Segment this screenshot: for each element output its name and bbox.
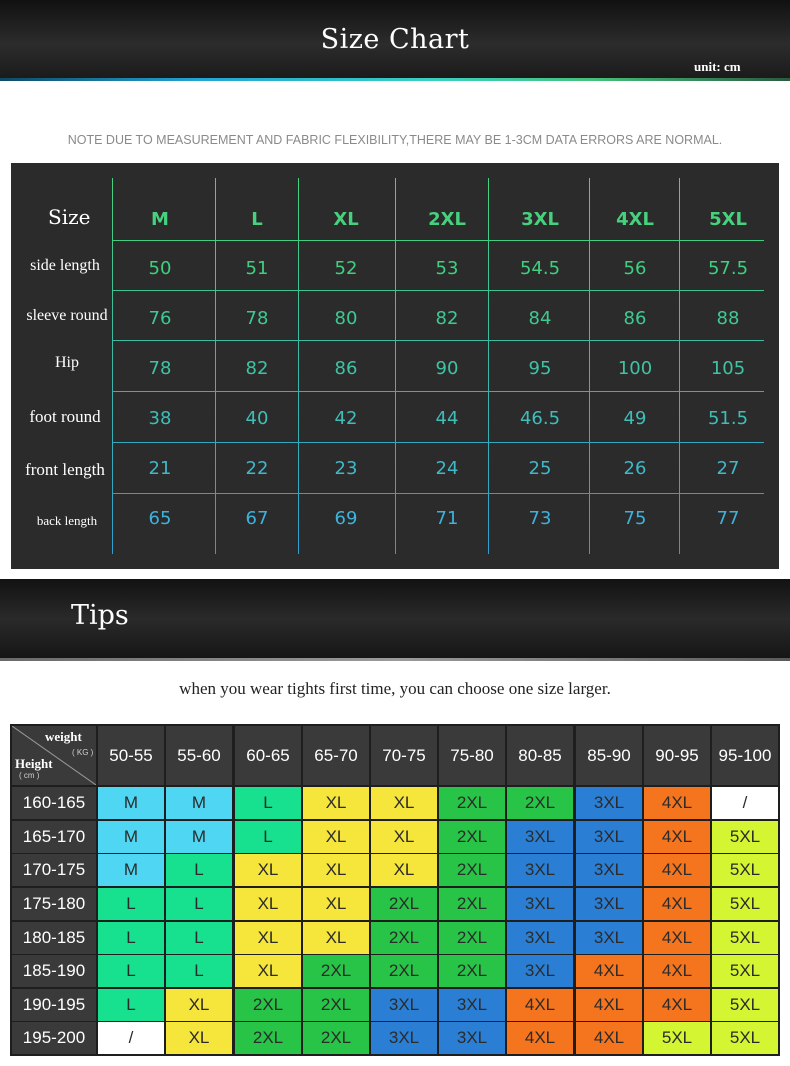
height-header: 180-185 bbox=[12, 922, 96, 954]
size-recommendation-cell: M bbox=[166, 787, 232, 819]
size-recommendation-cell: 4XL bbox=[507, 989, 573, 1021]
measurement-cell: 80 bbox=[334, 308, 358, 329]
measurement-cell: 82 bbox=[435, 308, 459, 329]
size-recommendation-cell: 5XL bbox=[712, 1022, 778, 1054]
chart-row-divider bbox=[112, 391, 764, 392]
size-recommendation-cell: 3XL bbox=[439, 1022, 505, 1054]
size-recommendation-cell: L bbox=[98, 922, 164, 954]
size-recommendation-cell: 4XL bbox=[644, 955, 710, 987]
measurement-cell: 53 bbox=[435, 258, 459, 279]
measurement-cell: 88 bbox=[716, 308, 740, 329]
measurement-cell: 71 bbox=[435, 508, 459, 529]
tips-title: Tips bbox=[71, 600, 129, 631]
size-recommendation-cell: 3XL bbox=[576, 922, 642, 954]
measurement-cell: 40 bbox=[245, 408, 269, 429]
measurement-cell: 27 bbox=[716, 458, 740, 479]
measurement-cell: 57.5 bbox=[707, 258, 749, 279]
measurement-cell: 51.5 bbox=[707, 408, 749, 429]
tips-text: when you wear tights first time, you can choose one size larger. bbox=[179, 679, 611, 698]
row-label-Hip: Hip bbox=[55, 354, 79, 371]
size-recommendation-cell: 5XL bbox=[712, 821, 778, 853]
size-recommendation-cell: L bbox=[166, 888, 232, 920]
chart-row-divider bbox=[112, 240, 764, 241]
size-recommendation-cell: XL bbox=[371, 821, 437, 853]
row-label-sleeve-round: sleeve round bbox=[26, 307, 108, 324]
size-recommendation-cell: 3XL bbox=[576, 787, 642, 819]
row-label-foot-round: foot round bbox=[29, 407, 101, 426]
measurement-cell: 56 bbox=[623, 258, 647, 279]
size-recommendation-cell: XL bbox=[166, 1022, 232, 1054]
measurement-cell: 23 bbox=[334, 458, 358, 479]
measurement-cell: 42 bbox=[334, 408, 358, 429]
measurement-cell: 21 bbox=[148, 458, 172, 479]
size-recommendation-cell: XL bbox=[235, 922, 301, 954]
measurement-cell: 49 bbox=[623, 408, 647, 429]
size-recommendation-cell: 4XL bbox=[576, 955, 642, 987]
size-recommendation-cell: 3XL bbox=[576, 888, 642, 920]
size-recommendation-cell: M bbox=[166, 821, 232, 853]
size-recommendation-cell: XL bbox=[371, 854, 437, 886]
size-recommendation-cell: XL bbox=[303, 854, 369, 886]
height-header: 195-200 bbox=[12, 1022, 96, 1054]
unit-label: unit: cm bbox=[694, 59, 741, 74]
weight-header: 50-55 bbox=[98, 726, 164, 785]
size-recommendation-cell: / bbox=[712, 787, 778, 819]
size-recommendation-cell: L bbox=[235, 787, 301, 819]
weight-header: 65-70 bbox=[303, 726, 369, 785]
size-recommendation-cell: 5XL bbox=[644, 1022, 710, 1054]
measurement-cell: 38 bbox=[148, 408, 172, 429]
banner-accent-line bbox=[0, 78, 790, 81]
measurement-note: NOTE DUE TO MEASUREMENT AND FABRIC FLEXIBILITY,THERE MAY BE 1-3CM DATA ERRORS ARE NORMAL. bbox=[67, 133, 723, 147]
weight-header: 80-85 bbox=[507, 726, 573, 785]
measurement-cell: 86 bbox=[623, 308, 647, 329]
size-recommendation-cell: 2XL bbox=[439, 787, 505, 819]
measurement-cell: 77 bbox=[716, 508, 740, 529]
chart-row-divider bbox=[112, 442, 764, 443]
measurement-cell: 105 bbox=[710, 358, 746, 379]
size-recommendation-cell: 5XL bbox=[712, 989, 778, 1021]
size-recommendation-cell: L bbox=[98, 888, 164, 920]
size-recommendation-cell: 2XL bbox=[371, 888, 437, 920]
size-recommendation-cell: 3XL bbox=[507, 888, 573, 920]
size-header-m: M bbox=[151, 209, 169, 230]
size-header-xl: XL bbox=[333, 209, 359, 230]
size-recommendation-cell: 2XL bbox=[235, 989, 301, 1021]
size-recommendation-cell: L bbox=[98, 989, 164, 1021]
size-recommendation-cell: 3XL bbox=[576, 854, 642, 886]
size-recommendation-cell: 4XL bbox=[644, 787, 710, 819]
chart-column-divider bbox=[395, 178, 396, 554]
size-header-4xl: 4XL bbox=[616, 209, 654, 230]
size-recommendation-cell: L bbox=[166, 922, 232, 954]
size-recommendation-cell: XL bbox=[235, 955, 301, 987]
measurement-cell: 25 bbox=[528, 458, 552, 479]
chart-row-divider bbox=[112, 340, 764, 341]
size-recommendation-cell: 4XL bbox=[644, 922, 710, 954]
height-header: 170-175 bbox=[12, 854, 96, 886]
measurement-cell: 78 bbox=[245, 308, 269, 329]
size-recommendation-cell: 4XL bbox=[576, 1022, 642, 1054]
tips-banner-line bbox=[0, 658, 790, 661]
size-recommendation-cell: 3XL bbox=[507, 922, 573, 954]
size-recommendation-cell: L bbox=[166, 854, 232, 886]
measurement-cell: 86 bbox=[334, 358, 358, 379]
measurement-cell: 67 bbox=[245, 508, 269, 529]
size-recommendation-cell: 4XL bbox=[644, 989, 710, 1021]
size-column-header: Size bbox=[48, 205, 91, 229]
measurement-cell: 52 bbox=[334, 258, 358, 279]
measurement-cell: 22 bbox=[245, 458, 269, 479]
size-recommendation-cell: 5XL bbox=[712, 888, 778, 920]
size-recommendation-cell: 3XL bbox=[371, 1022, 437, 1054]
measurement-cell: 24 bbox=[435, 458, 459, 479]
measurement-cell: 75 bbox=[623, 508, 647, 529]
size-recommendation-cell: XL bbox=[303, 922, 369, 954]
size-recommendation-cell: 4XL bbox=[644, 821, 710, 853]
weight-header: 60-65 bbox=[235, 726, 301, 785]
size-recommendation-cell: 5XL bbox=[712, 955, 778, 987]
measurement-cell: 46.5 bbox=[519, 408, 561, 429]
size-recommendation-cell: 2XL bbox=[439, 821, 505, 853]
size-header-l: L bbox=[251, 209, 263, 230]
corner-weight-label: weight bbox=[45, 729, 82, 744]
size-recommendation-cell: M bbox=[98, 821, 164, 853]
height-header: 160-165 bbox=[12, 787, 96, 819]
size-recommendation-cell: 3XL bbox=[507, 821, 573, 853]
size-recommendation-cell: / bbox=[98, 1022, 164, 1054]
size-recommendation-cell: XL bbox=[371, 787, 437, 819]
size-header-5xl: 5XL bbox=[709, 209, 747, 230]
height-header: 190-195 bbox=[12, 989, 96, 1021]
measurement-cell: 69 bbox=[334, 508, 358, 529]
weight-header: 90-95 bbox=[644, 726, 710, 785]
size-recommendation-cell: 4XL bbox=[576, 989, 642, 1021]
measurement-cell: 73 bbox=[528, 508, 552, 529]
size-recommendation-cell: XL bbox=[235, 854, 301, 886]
measurement-cell: 100 bbox=[617, 358, 653, 379]
size-header-2xl: 2XL bbox=[428, 209, 466, 230]
size-recommendation-cell: 3XL bbox=[371, 989, 437, 1021]
row-label-side-length: side length bbox=[30, 257, 100, 274]
page-title: Size Chart bbox=[320, 24, 470, 55]
size-recommendation-cell: L bbox=[98, 955, 164, 987]
size-recommendation-cell: M bbox=[98, 787, 164, 819]
size-recommendation-cell: XL bbox=[303, 821, 369, 853]
weight-header: 55-60 bbox=[166, 726, 232, 785]
row-label-front-length: front length bbox=[25, 460, 105, 479]
measurement-cell: 65 bbox=[148, 508, 172, 529]
measurement-cell: 26 bbox=[623, 458, 647, 479]
chart-row-divider bbox=[112, 290, 764, 291]
height-header: 165-170 bbox=[12, 821, 96, 853]
size-recommendation-cell: 4XL bbox=[644, 854, 710, 886]
measurement-cell: 51 bbox=[245, 258, 269, 279]
weight-header: 95-100 bbox=[712, 726, 778, 785]
weight-header: 85-90 bbox=[576, 726, 642, 785]
corner-height-label: Height bbox=[15, 756, 53, 771]
size-recommendation-cell: 3XL bbox=[507, 955, 573, 987]
measurement-cell: 50 bbox=[148, 258, 172, 279]
size-recommendation-cell: 2XL bbox=[439, 888, 505, 920]
measurement-cell: 82 bbox=[245, 358, 269, 379]
measurement-cell: 90 bbox=[435, 358, 459, 379]
measurement-cell: 84 bbox=[528, 308, 552, 329]
size-recommendation-cell: 4XL bbox=[507, 1022, 573, 1054]
size-recommendation-cell: L bbox=[235, 821, 301, 853]
size-recommendation-cell: 2XL bbox=[303, 1022, 369, 1054]
measurement-cell: 54.5 bbox=[519, 258, 561, 279]
measurement-cell: 95 bbox=[528, 358, 552, 379]
weight-header: 75-80 bbox=[439, 726, 505, 785]
weight-header: 70-75 bbox=[371, 726, 437, 785]
measurement-cell: 76 bbox=[148, 308, 172, 329]
corner-height-unit: ( cm ) bbox=[19, 771, 40, 780]
row-label-back-length: back length bbox=[36, 513, 98, 528]
size-recommendation-cell: 2XL bbox=[235, 1022, 301, 1054]
size-recommendation-cell: 2XL bbox=[371, 922, 437, 954]
height-header: 185-190 bbox=[12, 955, 96, 987]
chart-row-divider bbox=[112, 493, 764, 494]
size-recommendation-cell: 2XL bbox=[439, 922, 505, 954]
size-recommendation-cell: 3XL bbox=[507, 854, 573, 886]
size-recommendation-cell: 2XL bbox=[439, 854, 505, 886]
size-recommendation-cell: 2XL bbox=[371, 955, 437, 987]
height-header: 175-180 bbox=[12, 888, 96, 920]
size-recommendation-cell: 3XL bbox=[576, 821, 642, 853]
size-recommendation-cell: XL bbox=[303, 787, 369, 819]
size-recommendation-cell: L bbox=[166, 955, 232, 987]
size-header-3xl: 3XL bbox=[521, 209, 559, 230]
size-recommendation-cell: XL bbox=[303, 888, 369, 920]
size-recommendation-cell: 2XL bbox=[303, 989, 369, 1021]
size-recommendation-cell: 5XL bbox=[712, 922, 778, 954]
measurement-cell: 44 bbox=[435, 408, 459, 429]
size-recommendation-cell: 2XL bbox=[303, 955, 369, 987]
size-recommendation-cell: 3XL bbox=[439, 989, 505, 1021]
size-recommendation-cell: 2XL bbox=[507, 787, 573, 819]
size-recommendation-cell: 2XL bbox=[439, 955, 505, 987]
size-recommendation-cell: 4XL bbox=[644, 888, 710, 920]
corner-weight-unit: ( KG ) bbox=[72, 748, 94, 757]
size-recommendation-cell: M bbox=[98, 854, 164, 886]
size-recommendation-cell: XL bbox=[235, 888, 301, 920]
size-recommendation-cell: 5XL bbox=[712, 854, 778, 886]
measurement-cell: 78 bbox=[148, 358, 172, 379]
size-recommendation-cell: XL bbox=[166, 989, 232, 1021]
